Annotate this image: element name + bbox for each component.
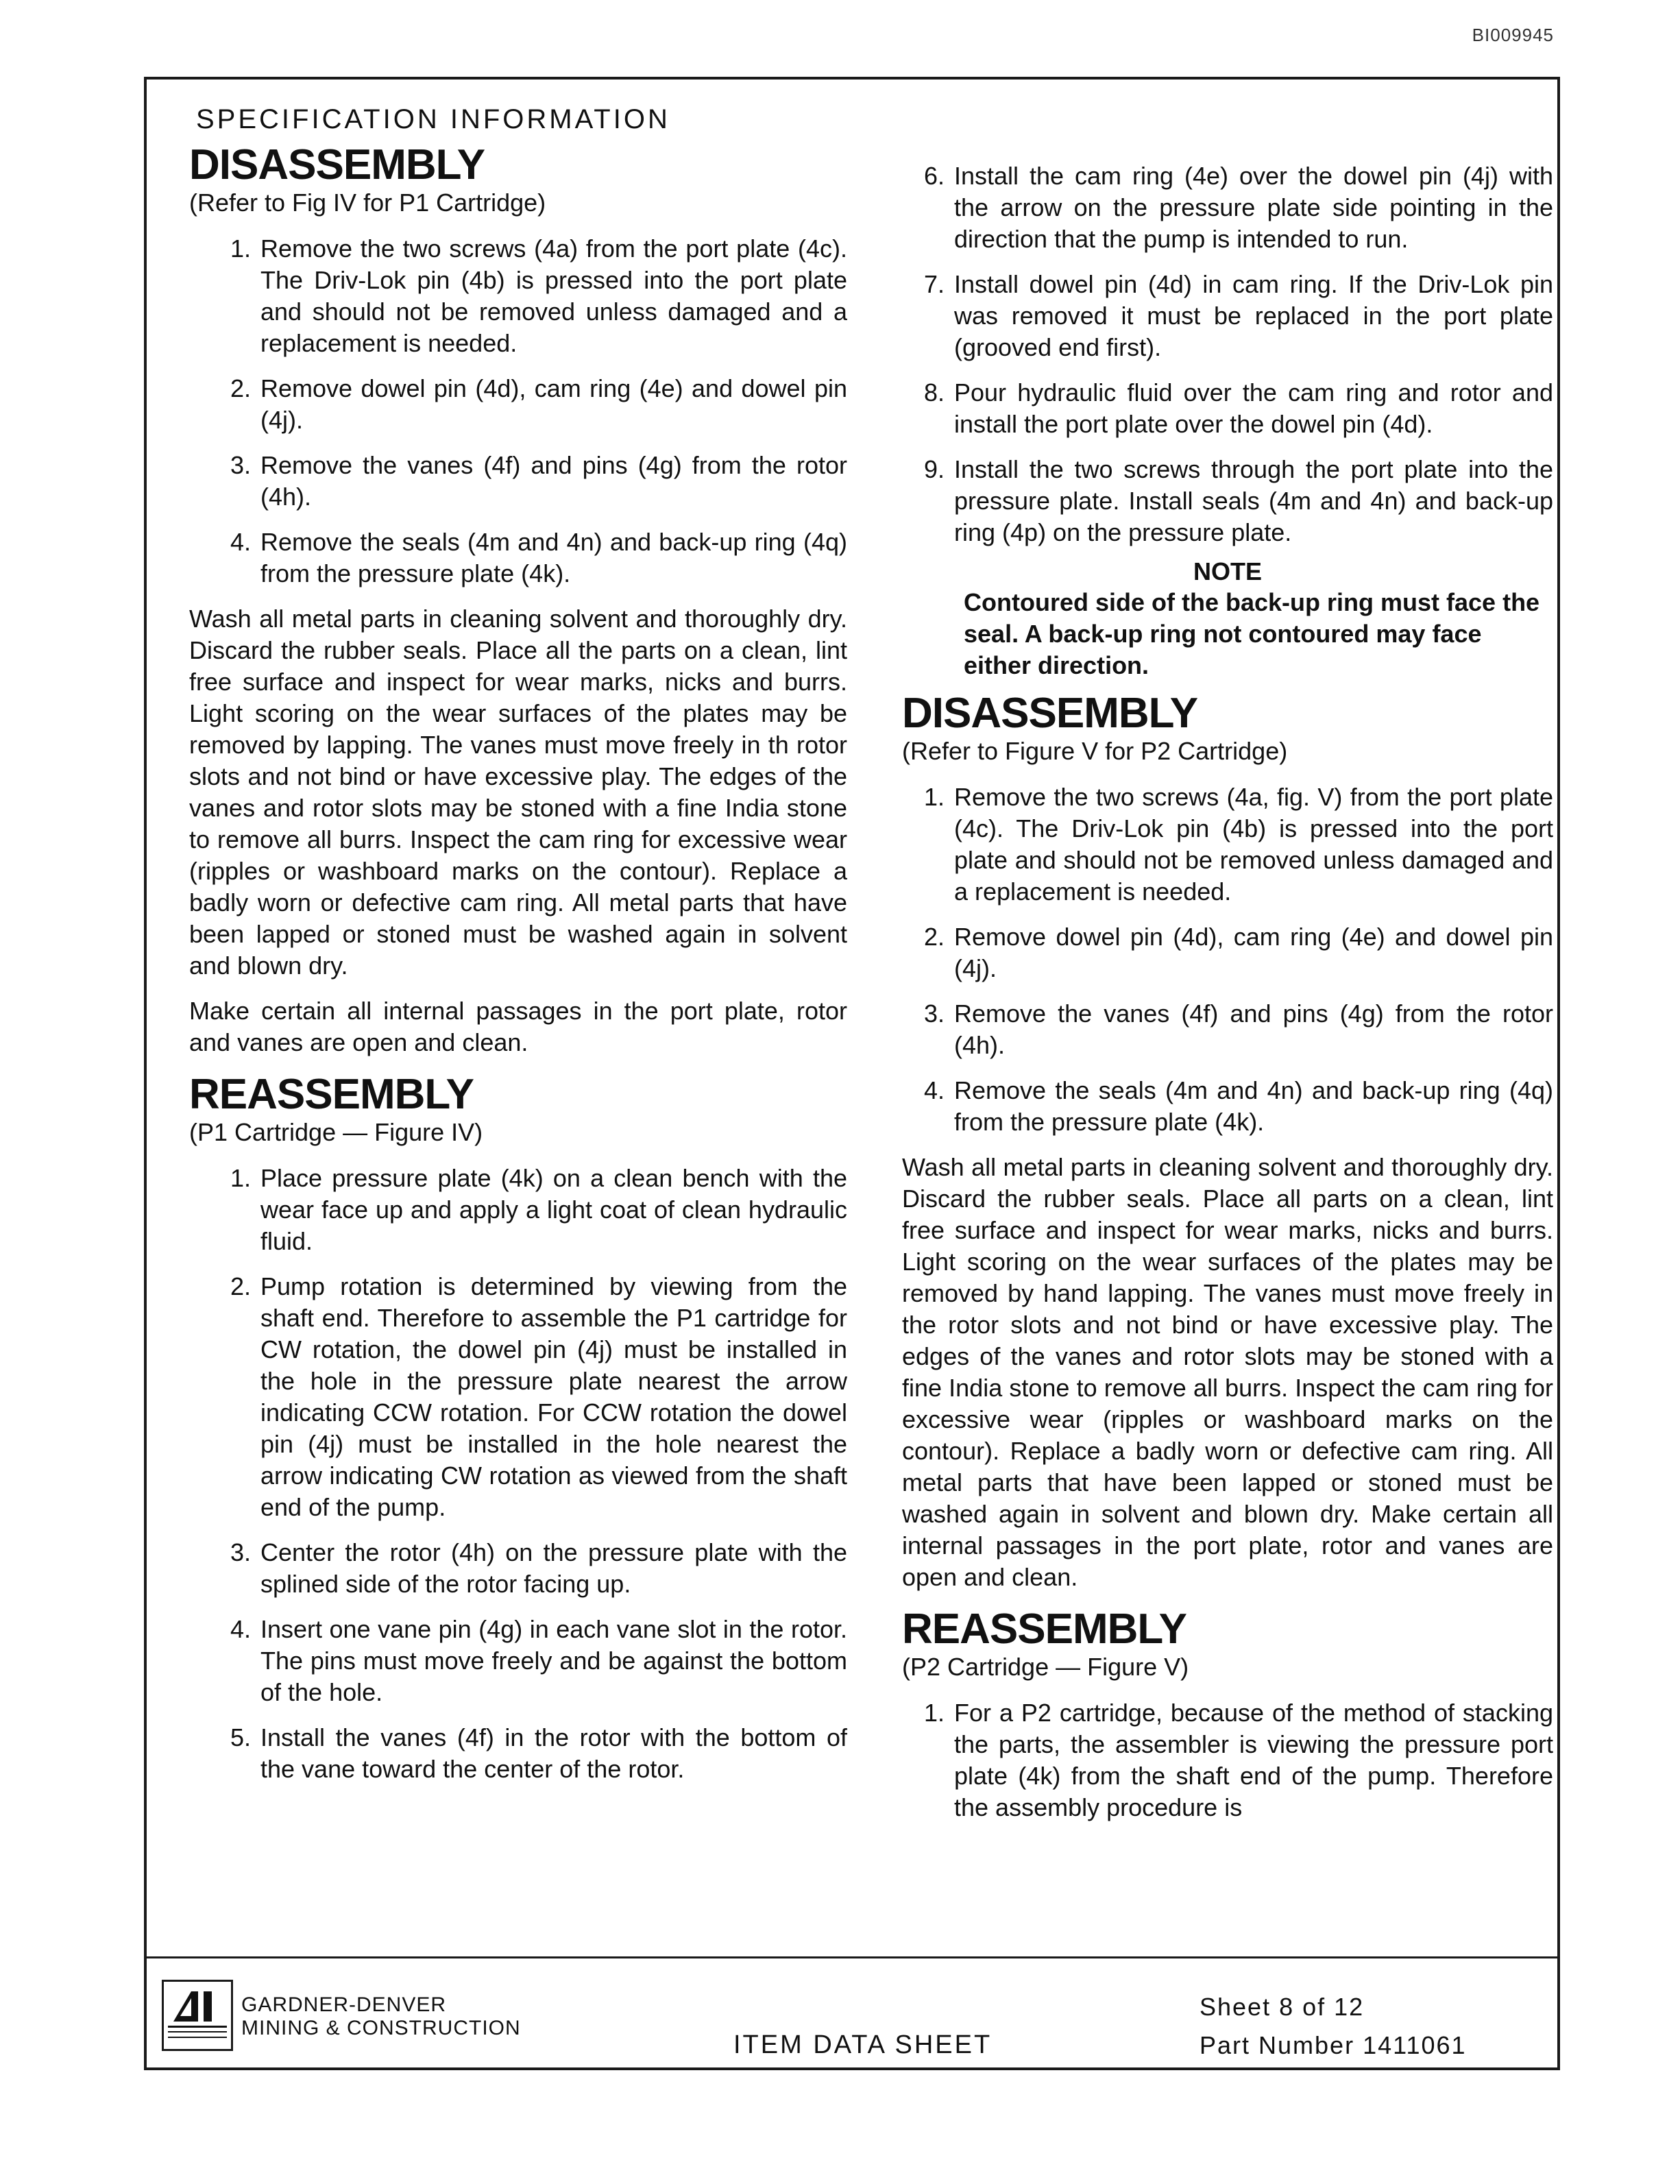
disassembly-p2-steps xyxy=(902,781,1553,1138)
step-text: Install the cam ring (4e) over the dowel pin (4j) with the arrow on the pressure plate side pointing in the direction that the pump is intended to run. xyxy=(954,162,1553,253)
step-number: 3. xyxy=(923,999,945,1028)
reassembly-p2-steps xyxy=(902,1697,1553,1823)
step-text: Remove the vanes (4f) and pins (4g) from the rotor (4h). xyxy=(260,451,847,511)
step-text: Place pressure plate (4k) on a clean bench with the wear face up and apply a light coat of clean hydraulic fluid. xyxy=(260,1164,847,1255)
step-number: 6. xyxy=(923,162,945,190)
step-number: 5. xyxy=(230,1723,251,1751)
list-item xyxy=(902,998,1553,1061)
list-item xyxy=(189,1271,847,1523)
section-subtitle: (P1 Cartridge — Figure IV) xyxy=(189,1118,483,1146)
company-name-line2: MINING & CONSTRUCTION xyxy=(241,2017,521,2039)
step-number: 4. xyxy=(230,1615,251,1643)
list-item xyxy=(189,1537,847,1600)
document-type: ITEM DATA SHEET xyxy=(733,2030,993,2059)
list-item xyxy=(902,160,1553,255)
note-label: NOTE xyxy=(1193,557,1262,585)
step-text: Remove the two screws (4a, fig. V) from the port plate (4c). The Driv-Lok pin (4b) is pressed into the port plate and should not be removed unless damaged and a replacement is needed. xyxy=(954,783,1553,906)
right-column xyxy=(902,160,1553,1837)
step-text: Remove dowel pin (4d), cam ring (4e) and dowel pin (4j). xyxy=(954,923,1553,982)
step-text: Remove the seals (4m and 4n) and back-up ring (4q) from the pressure plate (4k). xyxy=(260,528,847,587)
disassembly-p1-steps xyxy=(189,233,847,590)
section-title-disassembly-p1: DISASSEMBLY xyxy=(189,141,485,189)
list-item xyxy=(189,1614,847,1708)
step-number: 1. xyxy=(923,783,945,811)
list-item xyxy=(902,921,1553,984)
list-item xyxy=(902,377,1553,440)
step-number: 2. xyxy=(923,923,945,951)
step-number: 2. xyxy=(230,374,251,402)
step-text: Install the vanes (4f) in the rotor with the bottom of the vane toward the center of the rotor. xyxy=(260,1723,847,1783)
list-item xyxy=(189,526,847,590)
company-logo xyxy=(162,1980,233,2051)
document-id: BI009945 xyxy=(1472,25,1554,45)
step-text: Install the two screws through the port plate into the pressure plate. Install seals (4m and 4n) and back-up ring (4p) on the pressure plate. xyxy=(954,455,1553,546)
left-column xyxy=(189,143,847,1799)
step-number: 1. xyxy=(230,234,251,263)
list-item xyxy=(189,1163,847,1257)
step-number: 1. xyxy=(230,1164,251,1192)
section-subtitle: (Refer to Fig IV for P1 Cartridge) xyxy=(189,189,546,217)
list-item xyxy=(189,450,847,513)
section-subtitle: (Refer to Figure V for P2 Cartridge) xyxy=(902,737,1288,765)
sheet-number: Sheet 8 of 12 xyxy=(1200,1993,1365,2021)
step-text: Pour hydraulic fluid over the cam ring and rotor and install the port plate over the dowel pin (4d). xyxy=(954,378,1553,438)
step-text: For a P2 cartridge, because of the method of stacking the parts, the assembler is viewing the pressure port plate (4k) from the shaft end of the pump. Therefore the assembly procedure is xyxy=(954,1699,1553,1821)
section-subtitle: (P2 Cartridge — Figure V) xyxy=(902,1653,1189,1681)
reassembly-p1-steps-continued xyxy=(902,160,1553,548)
list-item xyxy=(902,781,1553,908)
body-paragraph: Wash all metal parts in cleaning solvent and thoroughly dry. Discard the rubber seals. Place all the parts on a clean, lint free surface and inspect for wear marks, nicks and burrs. Light scoring on the wear surfaces of the plates may be removed by lapping. The vanes must move freely in th rotor slots and not bind or have excessive play. The edges of the vanes and rotor slots may be stoned with a fine India stone to remove all burrs. Inspect the cam ring for excessive wear (ripples or washboard marks on the contour). Replace a badly worn or defective cam ring. All metal parts that have been lapped or stoned must be washed again in solvent and blown dry. xyxy=(189,605,847,980)
page-header: SPECIFICATION INFORMATION xyxy=(196,104,670,134)
step-text: Center the rotor (4h) on the pressure plate with the splined side of the rotor facing up. xyxy=(260,1538,847,1598)
step-text: Remove dowel pin (4d), cam ring (4e) and dowel pin (4j). xyxy=(260,374,847,434)
step-number: 9. xyxy=(923,455,945,483)
sheet-info xyxy=(1200,1988,1467,2065)
step-number: 8. xyxy=(923,378,945,407)
footer-divider xyxy=(147,1956,1557,1958)
step-text: Insert one vane pin (4g) in each vane slot in the rotor. The pins must move freely and be against the bottom of the hole. xyxy=(260,1615,847,1706)
step-number: 4. xyxy=(230,528,251,556)
step-text: Remove the seals (4m and 4n) and back-up ring (4q) from the pressure plate (4k). xyxy=(954,1076,1553,1136)
step-number: 4. xyxy=(923,1076,945,1104)
list-item xyxy=(189,373,847,436)
step-text: Remove the vanes (4f) and pins (4g) from the rotor (4h). xyxy=(954,999,1553,1059)
company-name xyxy=(241,1993,521,2040)
step-text: Pump rotation is determined by viewing from the shaft end. Therefore to assemble the P1 cartridge for CW rotation, the dowel pin (4j) must be installed in the hole in the pressure plate nearest the arrow indicating CCW rotation. For CCW rotation the dowel pin (4j) must be installed in the hole nearest the arrow indicating CW rotation as viewed from the shaft end of the pump. xyxy=(260,1272,847,1521)
section-title-reassembly-p2: REASSEMBLY xyxy=(902,1605,1186,1653)
step-number: 7. xyxy=(923,270,945,298)
step-text: Remove the two screws (4a) from the port plate (4c). The Driv-Lok pin (4b) is pressed into the port plate and should not be removed unless damaged and a replacement is needed. xyxy=(260,234,847,357)
list-item xyxy=(902,454,1553,548)
reassembly-p1-steps xyxy=(189,1163,847,1785)
company-name-line1: GARDNER-DENVER xyxy=(241,1993,447,2016)
body-paragraph: Wash all metal parts in cleaning solvent and thoroughly dry. Discard the rubber seals. Place all parts on a clean, lint free surface and inspect for wear marks, nicks and burrs. Light scoring on the wear surfaces of the plates may be removed by hand lapping. The vanes must move freely in the rotor slots and not bind or have excessive play. The edges of the vanes and rotor slots may be stoned with a fine India stone to remove all burrs. Inspect the cam ring for excessive wear (ripples or washboard marks on the contour). Replace a badly worn or defective cam ring. All metal parts that have been lapped or stoned must be washed again in solvent and blown dry. Make certain all internal passages in the port plate, rotor and vanes are open and clean. xyxy=(902,1153,1553,1591)
list-item xyxy=(902,269,1553,363)
list-item xyxy=(902,1697,1553,1823)
page-frame xyxy=(144,77,1560,2070)
step-text: Install dowel pin (4d) in cam ring. If the Driv-Lok pin was removed it must be replaced in the port plate (grooved end first). xyxy=(954,270,1553,361)
step-number: 3. xyxy=(230,1538,251,1566)
list-item xyxy=(189,1722,847,1785)
section-title-reassembly-p1: REASSEMBLY xyxy=(189,1071,474,1118)
logo-icon xyxy=(164,1982,231,2049)
part-number: Part Number 1411061 xyxy=(1200,2031,1467,2059)
section-title-disassembly-p2: DISASSEMBLY xyxy=(902,690,1198,737)
list-item xyxy=(189,233,847,359)
note-text: Contoured side of the back-up ring must face the seal. A back-up ring not contoured may face either direction. xyxy=(964,588,1540,679)
step-number: 3. xyxy=(230,451,251,479)
list-item xyxy=(902,1075,1553,1138)
step-number: 2. xyxy=(230,1272,251,1300)
step-number: 1. xyxy=(923,1699,945,1727)
body-paragraph: Make certain all internal passages in the port plate, rotor and vanes are open and clean. xyxy=(189,997,847,1056)
